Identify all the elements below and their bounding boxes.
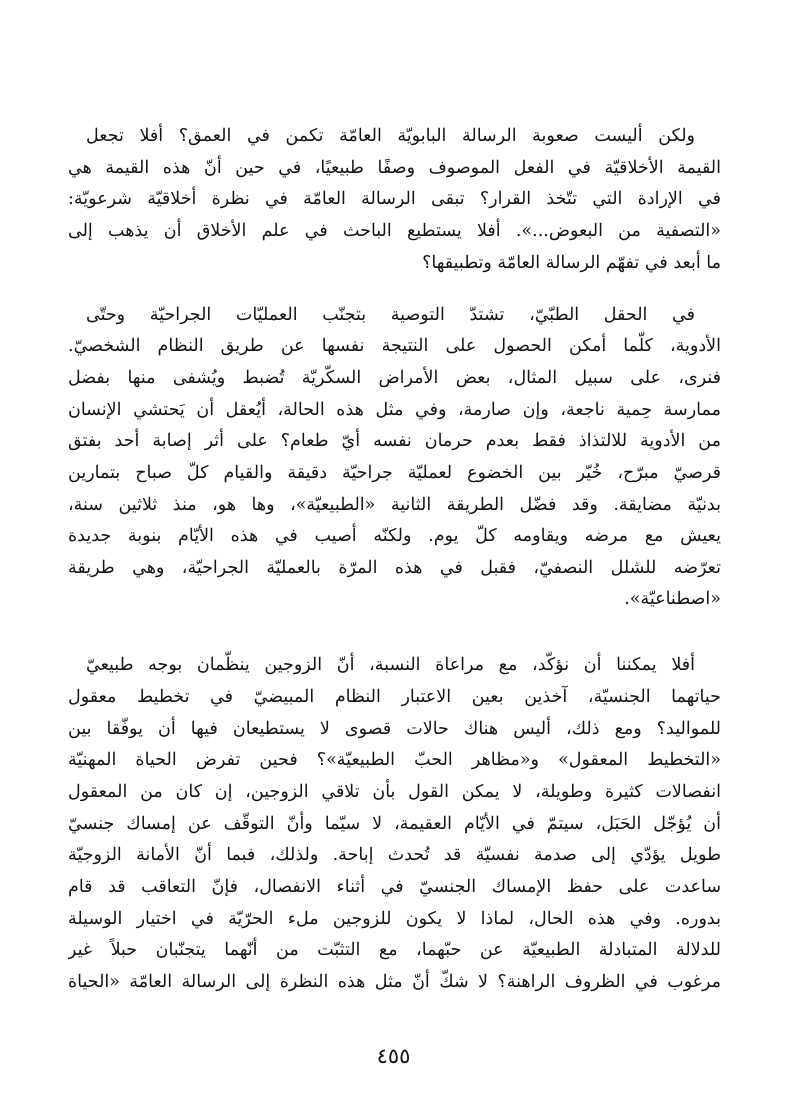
paragraph-3-line-3: للمواليد؟ ومع ذلك، أليس هناك حالات قصوى لا يستطيعان فيها أن يوفّقا بين bbox=[68, 719, 721, 739]
paragraph-2-line-6: قرصيّ مبرّح، خُيّر بين الخضوع لعمليّة جراحيّة دقيقة والقيام كلّ صباح بتمارين bbox=[68, 463, 721, 483]
paragraph-1-line-4: «التصفية من البعوض...». أفلا يستطيع الباحث في علم الأخلاق أن يذهب إلى bbox=[68, 221, 721, 241]
paragraph-2-line-8: يعيش مع مرضه ويقاومه كلّ يوم. ولكنّه أصيب في هذه الأيّام بنوبة جديدة bbox=[68, 526, 721, 546]
paragraph-3-line-5: انفصالات كثيرة وطويلة، لا يمكن القول بأن تلاقي الزوجين، إن كان من المعقول bbox=[68, 782, 721, 802]
paragraph-2-line-9: تعرّضه للشلل النصفيّ، فقبل في هذه المرّة بالعمليّة الجراحيّة، وهي طريقة bbox=[68, 558, 721, 578]
paragraph-3-line-10: للدلالة المتبادلة الطبيعيّة عن حبّهما، مع التثبّت من أنّهما يتجنّبان حبلاً غير bbox=[68, 940, 721, 960]
paragraph-3-line-4: «التخطيط المعقول» و«مظاهر الحبّ الطبيعيّة»؟ فحين تفرض الحياة المهنيّة bbox=[68, 750, 721, 770]
paragraph-2-line-5: من الأدوية للالتذاذ فقط بعدم حرمان نفسه أيّ طعام؟ على أثر إصابة أحد بفتق bbox=[68, 431, 721, 451]
paragraph-2-line-7: بدنيّة مضايقة. وقد فضّل الطريقة الثانية «الطبيعيّة»، وها هو، منذ ثلاثين سنة، bbox=[68, 495, 721, 515]
paragraph-3-line-6: أن يُؤجّل الحَبَل، سيتمّ في الأيّام العقيمة، لا سيّما وأنّ التوقّف عن إمساك جنسيّ bbox=[68, 814, 721, 834]
paragraph-1-line-3: في الإرادة التي تتّخذ القرار؟ تبقى الرسالة العامّة في نظرة أخلاقيّة شرعويّة: bbox=[68, 189, 721, 209]
paragraph-3-line-2: حياتهما الجنسيّة، آخذين بعين الاعتبار النظام المبيضيّ في تخطيط معقول bbox=[68, 687, 721, 707]
paragraph-2-line-10: «اصطناعيّة». bbox=[624, 589, 721, 609]
paragraph-2-line-2: الأدوية، كلّما أمكن الحصول على النتيجة نفسها عن طريق النظام الشخصيّ. bbox=[68, 336, 721, 356]
paragraph-2-line-1: في الحقل الطبّيّ، تشتدّ التوصية بتجنّب العمليّات الجراحيّة وحتّى bbox=[86, 305, 695, 325]
paragraph-3-line-9: بدوره. وفي هذه الحال، لماذا لا يكون للزوجين ملء الحرّيّة في اختيار الوسيلة bbox=[68, 909, 721, 929]
paragraph-1-line-2: القيمة الأخلاقيّة في الفعل الموصوف وصفًا طبيعيًا، في حين أنّ هذه القيمة هي bbox=[68, 158, 721, 178]
paragraph-3-line-11: مرغوب في الظروف الراهنة؟ لا شكّ أنّ مثل هذه النظرة إلى الرسالة العامّة «الحياة bbox=[68, 972, 721, 992]
paragraph-2-line-4: ممارسة حِمية ناجعة، وإن صارمة، وفي مثل هذه الحالة، أيُعقل أن يَحتشي الإنسان bbox=[68, 400, 721, 420]
page-number: ٤٥٥ bbox=[376, 1044, 411, 1068]
paragraph-1-line-1: ولكن أليست صعوبة الرسالة البابويّة العامّة تكمن في العمق؟ أفلا تجعل bbox=[86, 126, 695, 146]
paragraph-1-line-5: ما أبعد في تفهّم الرسالة العامّة وتطبيقها؟ bbox=[422, 253, 721, 273]
paragraph-2-line-3: فنرى، على سبيل المثال، بعض الأمراض السكّريّة تُضبط ويُشفى منها بفضل bbox=[68, 368, 721, 388]
paragraph-3-line-7: طويل يؤدّي إلى صدمة نفسيّة قد تُحدث إباحة. ولذلك، فبما أنّ الأمانة الزوجيّة bbox=[68, 845, 721, 865]
paragraph-3-line-1: أفلا يمكننا أن نؤكّد، مع مراعاة النسبة، أنّ الزوجين ينظّمان بوجه طبيعيّ bbox=[86, 655, 695, 675]
paragraph-3-line-8: ساعدت على حفظ الإمساك الجنسيّ في أثناء الانفصال، فإنّ التعاقب قد قام bbox=[68, 877, 721, 897]
